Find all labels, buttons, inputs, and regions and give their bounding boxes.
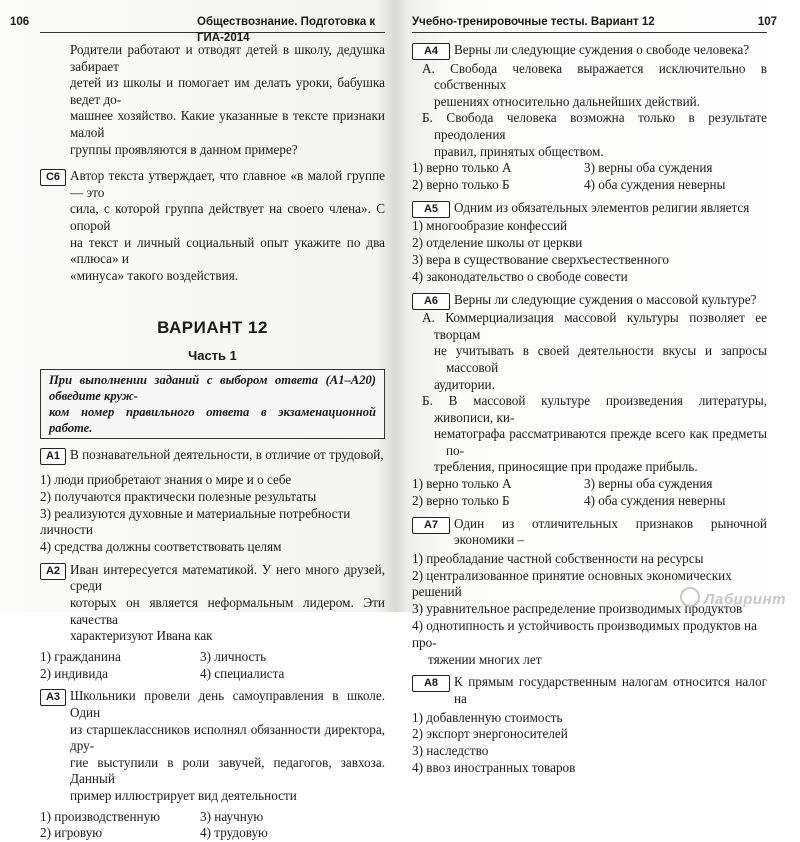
variant-title: ВАРИАНТ 12 bbox=[157, 318, 268, 338]
statement-line: не учитывать в своей деятельности вкусы и запросы массовой bbox=[434, 343, 767, 375]
statement-line: А. Коммерциализация массовой культуры позволяет ее творцам bbox=[422, 310, 767, 342]
answer-option[interactable]: 4) оба суждения неверны bbox=[584, 176, 726, 192]
labirint-logo-icon bbox=[680, 587, 700, 607]
answer-option[interactable]: 1) добавленную стоимость bbox=[412, 709, 563, 725]
answer-option[interactable]: 3) верны оба суждения bbox=[584, 476, 713, 492]
task-text-line: Школьники провели день самоуправления в школе. Один bbox=[70, 688, 385, 721]
task-label: С6 bbox=[40, 169, 66, 186]
task-question: Верны ли следующие суждения о массовой культуре? bbox=[454, 291, 757, 307]
right-page-header bbox=[412, 14, 777, 33]
answer-option[interactable]: 4) специалиста bbox=[200, 665, 285, 681]
answer-option-continuation: тяжении многих лет bbox=[428, 651, 542, 667]
task-a6 bbox=[412, 292, 767, 309]
task-label: А2 bbox=[40, 563, 66, 580]
answer-option[interactable]: 1) верно только А bbox=[412, 160, 512, 176]
task-text-line: сила, с которой группа действует на своего члена». С опорой bbox=[70, 201, 385, 233]
task-label: А6 bbox=[412, 293, 450, 310]
task-a3 bbox=[40, 688, 385, 804]
answer-option[interactable]: 2) верно только Б bbox=[412, 176, 510, 192]
left-running-title: Обществознание. Подготовка к ГИА-2014 bbox=[197, 16, 376, 44]
task-label: А1 bbox=[40, 448, 66, 465]
task-question: Одним из обязательных элементов религии является bbox=[454, 199, 750, 215]
labirint-watermark bbox=[680, 587, 786, 608]
a3-options bbox=[40, 809, 385, 842]
statement-line: Б. Свобода человека возможна только в результате преодоления bbox=[422, 110, 767, 142]
intro-paragraph bbox=[40, 42, 385, 158]
intro-line: группы проявляются в данном примере? bbox=[70, 141, 298, 157]
left-page-number: 106 bbox=[10, 16, 30, 28]
answer-option[interactable]: 1) гражданина bbox=[40, 648, 121, 664]
statement-line: А. Свобода человека выражается исключительно в собственных bbox=[422, 60, 767, 93]
answer-option[interactable]: 3) реализуются духовные и материальные потребности личности bbox=[40, 505, 351, 538]
task-question: В познавательной деятельности, в отличие от трудовой, bbox=[70, 447, 384, 463]
answer-option[interactable]: 2) отделение школы от церкви bbox=[412, 235, 583, 251]
left-content bbox=[40, 42, 385, 842]
task-text-line: Автор текста утверждает, что главное «в малой группе — это bbox=[70, 168, 385, 200]
right-content bbox=[412, 42, 767, 777]
task-a4 bbox=[412, 42, 767, 59]
right-page-number: 107 bbox=[757, 16, 777, 28]
right-running-title: Учебно-тренировочные тесты. Вариант 12 bbox=[412, 16, 655, 28]
task-label: А5 bbox=[412, 201, 450, 218]
task-question: Один из отличительных признаков рыночной экономики – bbox=[454, 515, 767, 548]
instruction-line: При выполнении заданий с выбором ответа (А1–А20) обведите круж- bbox=[49, 373, 376, 404]
task-question: Верны ли следующие суждения о свободе человека? bbox=[454, 42, 750, 57]
a1-options bbox=[40, 472, 385, 556]
statement-line: аудитории. bbox=[434, 376, 495, 392]
answer-option[interactable]: 3) уравнительное распределение производимых продуктов bbox=[412, 601, 743, 617]
a2-options bbox=[40, 649, 385, 683]
a7-options bbox=[412, 551, 767, 669]
task-text-line: пример иллюстрирует вид деятельности bbox=[70, 788, 297, 804]
part-title: Часть 1 bbox=[188, 348, 237, 364]
a6-statements bbox=[412, 310, 767, 476]
answer-option[interactable]: 1) преобладание частной собственности на ресурсы bbox=[412, 550, 704, 566]
task-a2 bbox=[40, 562, 385, 645]
answer-option[interactable]: 4) однотипность и устойчивость производимых продуктов на про- bbox=[412, 618, 757, 650]
task-text-line: из старшеклассников исполнял обязанности директора, дру- bbox=[70, 721, 385, 754]
answer-option[interactable]: 2) экспорт энергоносителей bbox=[412, 726, 568, 742]
answer-option[interactable]: 4) ввоз иностранных товаров bbox=[412, 760, 576, 775]
intro-line: детей из школы и помогает им делать уроки, бабушка ведет до- bbox=[70, 75, 385, 107]
answer-option[interactable]: 3) научную bbox=[200, 808, 264, 824]
watermark-text: Лабиринт bbox=[703, 591, 786, 608]
task-a7 bbox=[412, 516, 767, 549]
task-text-line: на текст и личный социальный опыт укажите по два «плюса» и bbox=[70, 234, 385, 267]
intro-line: машнее хозяйство. Какие указанные в тексте признаки малой bbox=[70, 108, 385, 140]
answer-option[interactable]: 1) люди приобретают знания о мире и о себе bbox=[40, 471, 292, 487]
task-c6 bbox=[40, 168, 385, 284]
answer-option[interactable]: 3) наследство bbox=[412, 743, 489, 759]
task-question: К прямым государственным налогам относится налог на bbox=[454, 674, 767, 707]
answer-option[interactable]: 3) вера в существование сверхъестественного bbox=[412, 251, 670, 267]
answer-option[interactable]: 4) оба суждения неверны bbox=[584, 492, 726, 508]
statement-line: правил, принятых обществом. bbox=[434, 143, 604, 159]
instruction-line: ком номер правильного ответа в экзаменационной работе. bbox=[49, 405, 376, 436]
task-text-line: Иван интересуется математикой. У него много друзей, среди bbox=[70, 561, 385, 594]
statement-line: решениях относительно дальнейших действий. bbox=[434, 93, 700, 109]
task-label: А7 bbox=[412, 517, 450, 534]
intro-line: Родители работают и отводят детей в школу, дедушка забирает bbox=[70, 42, 385, 74]
answer-option[interactable]: 1) производственную bbox=[40, 808, 161, 824]
a4-statements bbox=[412, 61, 767, 161]
left-page bbox=[10, 0, 385, 841]
answer-option[interactable]: 1) верно только А bbox=[412, 476, 512, 492]
task-a5 bbox=[412, 200, 767, 217]
answer-option[interactable]: 1) многообразие конфессий bbox=[412, 218, 568, 234]
task-text-line: характеризуют Ивана как bbox=[70, 628, 213, 644]
task-text-line: которых он является неформальным лидером. Эти качества bbox=[70, 595, 385, 627]
task-text-line: «минуса» такого воздействия. bbox=[70, 267, 239, 283]
answer-option[interactable]: 4) законодательство о свободе совести bbox=[412, 268, 628, 284]
task-label: А8 bbox=[412, 675, 450, 692]
task-label: А4 bbox=[412, 43, 450, 60]
answer-option[interactable]: 3) верны оба суждения bbox=[584, 160, 713, 176]
statement-line: нематографа рассматриваются прежде всего как предметы по- bbox=[434, 426, 767, 458]
task-text-line: гие выступили в роли завучей, педагогов, завхоза. Данный bbox=[70, 754, 385, 787]
answer-option[interactable]: 3) личность bbox=[200, 648, 267, 664]
statement-line: Б. В массовой культуре произведения литературы, живописи, ки- bbox=[422, 393, 767, 425]
right-page bbox=[412, 0, 777, 775]
a4-options bbox=[412, 160, 767, 194]
a6-options bbox=[412, 476, 767, 510]
instruction-box bbox=[40, 369, 385, 439]
answer-option[interactable]: 2) игровую bbox=[40, 825, 103, 841]
a5-options bbox=[412, 218, 767, 285]
answer-option[interactable]: 2) индивида bbox=[40, 665, 109, 681]
task-a8 bbox=[412, 674, 767, 707]
a8-options bbox=[412, 710, 767, 777]
answer-option[interactable]: 2) централизованное принятие основных экономических решений bbox=[412, 567, 732, 600]
answer-option[interactable]: 2) верно только Б bbox=[412, 492, 510, 508]
task-a1 bbox=[40, 447, 385, 464]
statement-line: требления, приносящие при продаже прибыль. bbox=[434, 459, 698, 475]
left-page-header bbox=[10, 14, 385, 44]
answer-option[interactable]: 4) трудовую bbox=[200, 825, 268, 841]
task-label: А3 bbox=[40, 689, 66, 706]
answer-option[interactable]: 2) получаются практически полезные результаты bbox=[40, 488, 317, 504]
answer-option[interactable]: 4) средства должны соответствовать целям bbox=[40, 539, 282, 555]
